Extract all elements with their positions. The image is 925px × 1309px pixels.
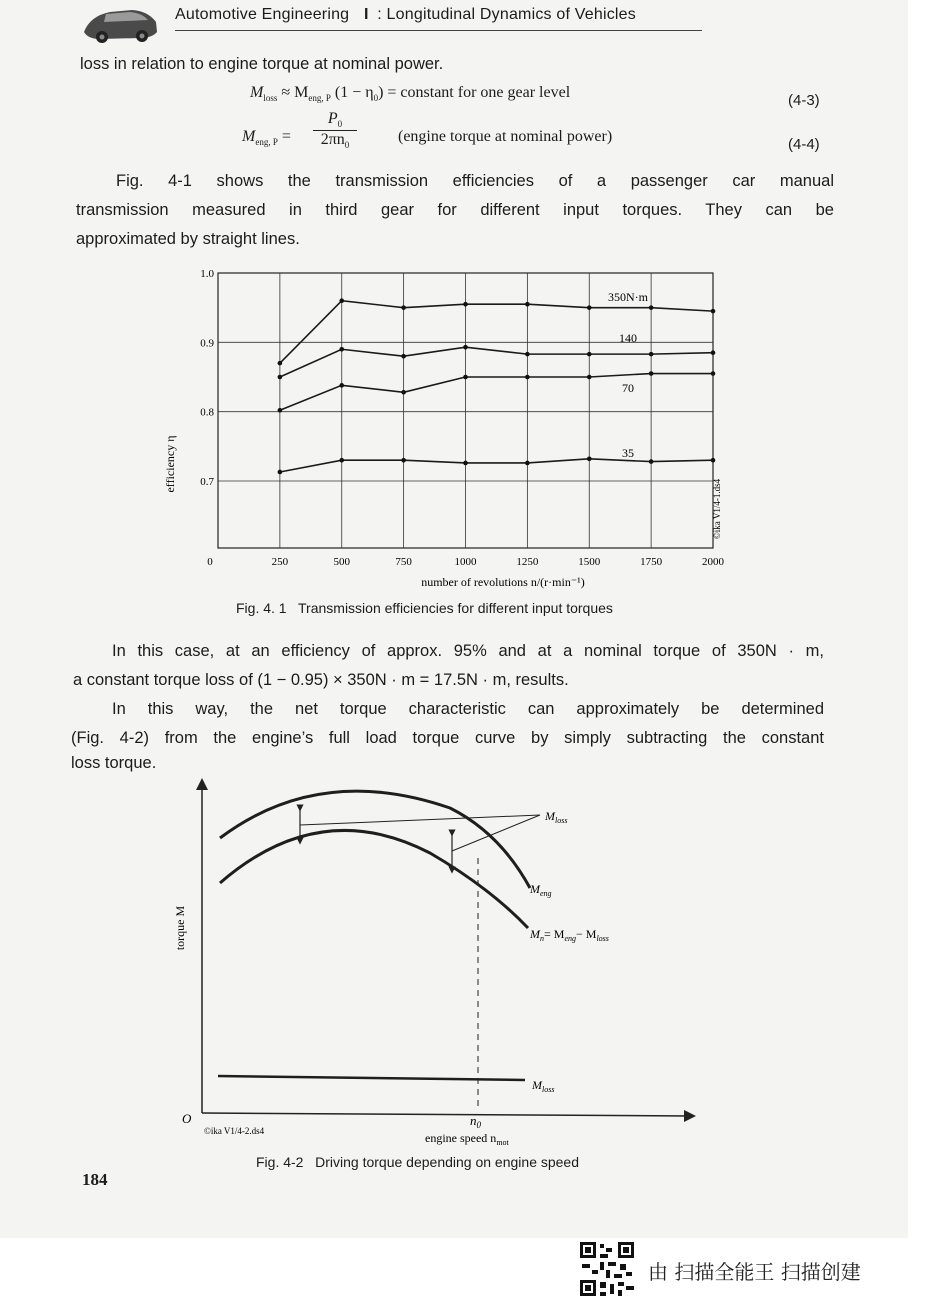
formula-4-4-note: (engine torque at nominal power) xyxy=(398,128,613,145)
header-subtitle: : Longitudinal Dynamics of Vehicles xyxy=(377,6,636,23)
para3-line2: (Fig. 4-2) from the engine’s full load torque curve by simply subtracting the constant xyxy=(71,729,824,747)
data-point xyxy=(463,345,468,350)
data-point xyxy=(463,302,468,307)
para1-line3: approximated by straight lines. xyxy=(76,230,300,248)
label-mloss: $M_{loss}$ xyxy=(545,809,568,825)
chart-y-label: efficiency η xyxy=(163,435,177,493)
x-tick-label: 750 xyxy=(395,556,412,568)
chart-ticks xyxy=(200,268,724,568)
data-point xyxy=(339,458,344,463)
data-point xyxy=(649,371,654,376)
chart-watermark: ©ika V1/4-1.ds4 xyxy=(712,478,722,540)
formula-4-4-lhs: $M_{eng, P}$ = xyxy=(242,128,291,148)
data-point xyxy=(278,361,283,366)
data-point xyxy=(711,458,716,463)
efficiency-chart xyxy=(160,262,750,597)
fig1-caption: Fig. 4. 1 Transmission efficiencies for different input torques xyxy=(236,600,613,616)
data-point xyxy=(339,383,344,388)
para3-line3: loss torque. xyxy=(71,754,157,772)
series-label: 350N·m xyxy=(608,290,648,304)
x-tick-label: 1250 xyxy=(516,556,539,568)
series-line xyxy=(280,459,713,472)
y-tick-label: 0.9 xyxy=(200,337,214,350)
data-point xyxy=(649,459,654,464)
qr-code-icon xyxy=(578,1240,636,1298)
fig2-caption: Fig. 4-2 Driving torque depending on engine speed xyxy=(256,1154,580,1170)
data-point xyxy=(339,347,344,352)
speed-axis-label: engine speed $n_{mot}$ xyxy=(425,1131,509,1147)
label-mloss-bottom: $M_{loss}$ xyxy=(532,1078,555,1094)
para1-line2: transmission measured in third gear for different input torques. They can be xyxy=(76,201,834,219)
data-point xyxy=(587,375,592,380)
torque-axis-label: torque M xyxy=(173,905,187,951)
y-tick-label: 0.7 xyxy=(200,476,214,488)
data-point xyxy=(587,305,592,310)
data-point xyxy=(278,375,283,380)
series-line xyxy=(280,347,713,377)
intro-text: loss in relation to engine torque at nominal power. xyxy=(80,55,444,73)
data-point xyxy=(401,354,406,359)
origin-label: O xyxy=(182,1111,192,1126)
data-point xyxy=(649,352,654,357)
series-line xyxy=(280,374,713,411)
data-point xyxy=(463,375,468,380)
y-tick-label: 1.0 xyxy=(200,268,214,280)
running-header xyxy=(175,6,636,24)
data-point xyxy=(339,298,344,303)
chart-x-label: number of revolutions n/(r·min⁻¹) xyxy=(421,575,585,589)
formula-4-3: $M_{loss} \approx M_{eng, P}$ $(1 - \eta_0)$ = constant for one gear level xyxy=(250,84,571,104)
data-point xyxy=(587,457,592,462)
n0-label: $n_0$ xyxy=(470,1113,481,1130)
data-point xyxy=(711,309,716,314)
data-point xyxy=(711,371,716,376)
x-tick-label: 1750 xyxy=(640,556,663,568)
data-point xyxy=(401,390,406,395)
data-point xyxy=(525,375,530,380)
series-label: 35 xyxy=(622,446,634,460)
data-point xyxy=(525,352,530,357)
torque-diagram xyxy=(160,778,720,1148)
meng-curve xyxy=(220,791,530,888)
y-tick-label: 0.8 xyxy=(200,406,214,419)
mloss-leader-1 xyxy=(300,815,540,825)
data-point xyxy=(401,305,406,310)
mloss-leader-2 xyxy=(452,815,540,851)
chart-series xyxy=(278,290,716,474)
x-tick-label: 1000 xyxy=(454,556,477,568)
mn-curve xyxy=(220,830,528,928)
data-point xyxy=(525,302,530,307)
car-logo xyxy=(80,2,160,44)
chart-grid xyxy=(218,273,713,548)
page-edge xyxy=(908,0,925,1238)
data-point xyxy=(278,470,283,475)
para2-line2: a constant torque loss of (1 − 0.95) × 350N · m = 17.5N · m, results. xyxy=(73,671,569,689)
mloss-constant-line xyxy=(218,1076,525,1080)
header-rule xyxy=(175,30,702,31)
data-point xyxy=(401,458,406,463)
page-number: 184 xyxy=(82,1170,108,1189)
header-title: Automotive Engineering xyxy=(175,6,350,23)
scanner-credit: 由 扫描全能王 扫描创建 xyxy=(648,1260,861,1284)
x-tick-label: 500 xyxy=(333,556,350,568)
data-point xyxy=(649,305,654,310)
data-point xyxy=(278,408,283,413)
x-tick-label: 1500 xyxy=(578,556,601,568)
para3-line1: In this way, the net torque characteristic can approximately be determined xyxy=(112,700,824,718)
formula-4-4-fraction: $P_0$ $2\pi n_0$ xyxy=(313,110,357,150)
series-label: 140 xyxy=(619,331,637,345)
series-label: 70 xyxy=(622,381,634,395)
para1-line1: Fig. 4-1 shows the transmission efficiencies of a passenger car manual xyxy=(116,172,834,190)
x-tick-label: 0 xyxy=(207,556,213,568)
label-meng: $M_{eng}$ xyxy=(530,882,552,898)
para2-line1: In this case, at an efficiency of approx. 95% and at a nominal torque of 350N · m, xyxy=(112,642,824,660)
data-point xyxy=(525,461,530,466)
equation-number-4-3: (4-3) xyxy=(788,92,820,109)
fig2-watermark: ©ika V1/4-2.ds4 xyxy=(204,1126,265,1136)
data-point xyxy=(463,461,468,466)
speed-axis xyxy=(202,1113,690,1116)
equation-number-4-4: (4-4) xyxy=(788,136,820,153)
data-point xyxy=(711,350,716,355)
x-tick-label: 2000 xyxy=(702,556,724,568)
label-mn: $M_n= M_{eng}- M_{loss}$ xyxy=(530,927,609,943)
x-tick-label: 250 xyxy=(271,556,289,568)
header-separator: I xyxy=(363,6,369,23)
data-point xyxy=(587,352,592,357)
